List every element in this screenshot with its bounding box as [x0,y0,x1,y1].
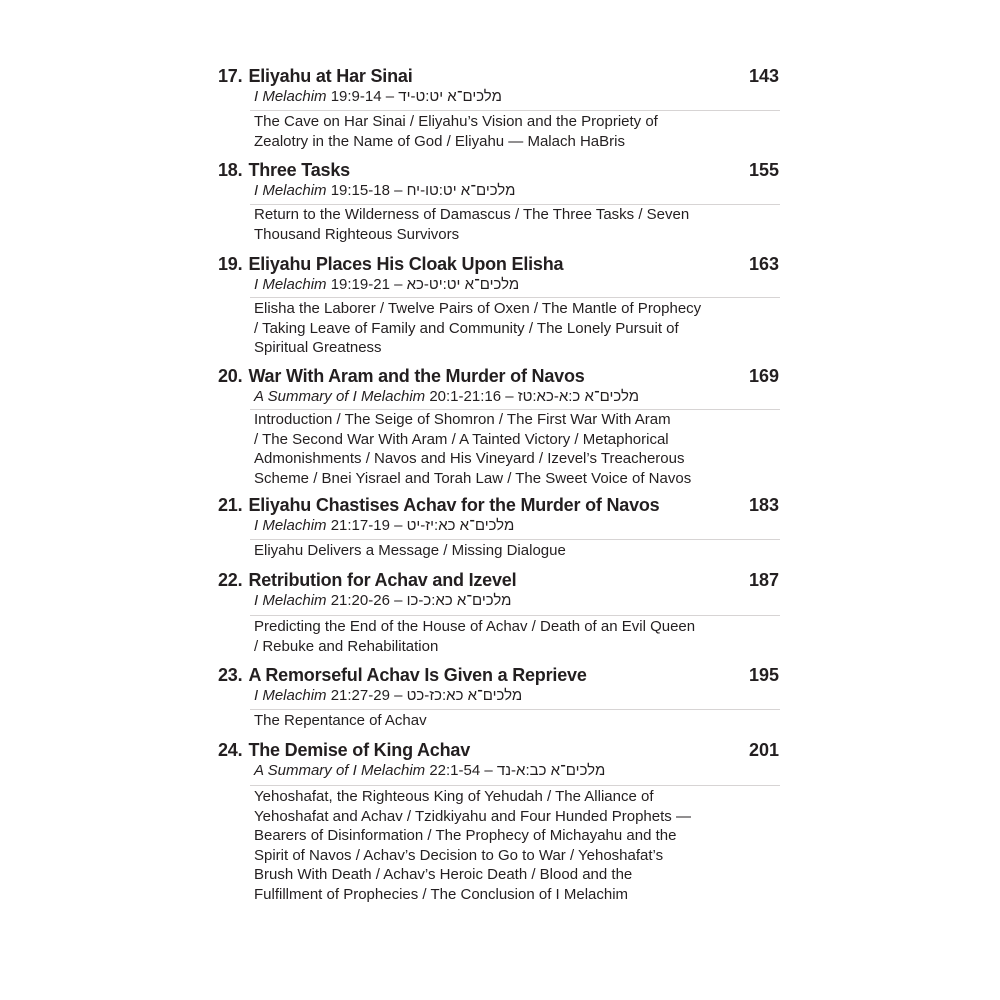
chapter-heading [218,366,585,387]
divider [250,785,780,786]
chapter-title: Eliyahu at Har Sinai [248,66,413,86]
source-ref: 19:9-14 – [330,88,395,105]
source-ref: 21:27-29 – [330,687,403,704]
description-line: Spirit of Navos / Achav’s Decision to Go to War / Yehoshafat’s [254,846,664,864]
source-ref: 20:1-21:16 – [429,388,514,405]
source-hebrew: מלכים־א כב:א-נד [496,762,606,779]
chapter-page-number: 143 [748,66,779,86]
source-hebrew: מלכים־א כא:כ-כו [406,592,512,609]
source-ref: 19:19-21 – [330,276,403,293]
divider [250,615,780,616]
chapter-source [254,687,522,704]
chapter-page-number: 163 [748,254,779,274]
source-book: I Melachim [254,592,327,609]
chapter-page-number: 155 [748,160,779,180]
chapter-heading [218,254,563,275]
chapter-page-number: 169 [748,366,779,386]
source-ref: 21:20-26 – [330,592,403,609]
description-line: Brush With Death / Achav’s Heroic Death / Blood and the [254,866,633,883]
source-ref: 21:17-19 – [330,517,403,534]
chapter-page-number: 201 [748,740,779,760]
description-line: Thousand Righteous Survivors [254,225,460,243]
chapter-heading [218,66,413,87]
description-line: Yehoshafat, the Righteous King of Yehudah / The Alliance of [254,788,654,805]
source-hebrew: מלכים־א יט:טו-יח [406,182,516,199]
description-line: The Cave on Har Sinai / Eliyahu’s Vision and the Propriety of [254,113,658,130]
chapter-heading [218,570,516,591]
chapter-page-number: 183 [748,495,779,515]
chapter-number: 18. [218,160,243,180]
chapter-source [254,517,514,534]
source-book: I Melachim [254,517,327,534]
chapter-heading [218,160,350,181]
source-book: A Summary of I Melachim [254,762,426,779]
chapter-description [254,112,754,151]
chapter-title: A Remorseful Achav Is Given a Reprieve [248,665,587,685]
chapter-description [254,205,754,244]
divider [250,539,780,540]
chapter-source [254,182,515,199]
chapter-number: 22. [218,570,243,590]
description-line: Fulfillment of Prophecies / The Conclusion of I Melachim [254,885,629,903]
description-line: Yehoshafat and Achav / Tzidkiyahu and Four Hunded Prophets — [254,807,691,825]
chapter-source [254,276,519,293]
description-line: Eliyahu Delivers a Message / Missing Dialogue [254,542,566,559]
description-line: Introduction / The Seige of Shomron / The First War With Aram [254,411,671,428]
chapter-description [254,787,754,904]
chapter-number: 20. [218,366,243,386]
chapter-title: Retribution for Achav and Izevel [248,570,517,590]
chapter-number: 17. [218,66,243,86]
source-ref: 19:15-18 – [330,182,403,199]
chapter-number: 19. [218,254,243,274]
chapter-page-number: 195 [748,665,779,685]
source-book: A Summary of I Melachim [254,388,426,405]
description-line: / Rebuke and Rehabilitation [254,637,439,655]
description-line: Bearers of Disinformation / The Prophecy of Michayahu and the [254,827,677,844]
source-ref: 22:1-54 – [429,762,493,779]
chapter-page-number: 187 [748,570,779,590]
description-line: / The Second War With Aram / A Tainted Victory / Metaphorical [254,430,669,448]
description-line: Admonishments / Navos and His Vineyard / Izevel’s Treacherous [254,450,685,467]
chapter-source [254,388,639,405]
chapter-description [254,617,754,656]
description-line: The Repentance of Achav [254,712,427,729]
source-book: I Melachim [254,88,327,105]
chapter-source [254,592,512,609]
description-line: Predicting the End of the House of Achav / Death of an Evil Queen [254,618,696,635]
description-line: Return to the Wilderness of Damascus / The Three Tasks / Seven [254,206,690,223]
chapter-number: 23. [218,665,243,685]
description-line: Spiritual Greatness [254,339,382,356]
chapter-description [254,410,754,488]
source-book: I Melachim [254,687,327,704]
chapter-title: Three Tasks [248,160,350,180]
source-hebrew: מלכים־א כא:כז-כט [406,687,523,704]
chapter-source [254,762,605,779]
description-line: Zealotry in the Name of God / Eliyahu — Malach HaBris [254,132,625,150]
chapter-source [254,88,502,105]
chapter-heading [218,495,659,516]
chapter-title: War With Aram and the Murder of Navos [248,366,585,386]
chapter-title: Eliyahu Chastises Achav for the Murder of Navos [248,495,660,515]
divider [250,709,780,710]
source-book: I Melachim [254,276,327,293]
description-line: Scheme / Bnei Yisrael and Torah Law / The Sweet Voice of Navos [254,469,692,487]
divider [250,110,780,111]
chapter-number: 21. [218,495,243,515]
chapter-title: The Demise of King Achav [248,740,471,760]
source-hebrew: מלכים־א כא:יז-יט [406,517,515,534]
source-hebrew: מלכים־א יט:יט-כא [406,276,520,293]
chapter-description [254,541,754,561]
chapter-description [254,711,754,731]
chapter-heading [218,740,470,761]
source-hebrew: מלכים־א כ:א-כא:טז [517,388,640,405]
chapter-title: Eliyahu Places His Cloak Upon Elisha [248,254,564,274]
description-line: Elisha the Laborer / Twelve Pairs of Oxen / The Mantle of Prophecy [254,300,702,317]
source-hebrew: מלכים־א יט:ט-יד [398,88,502,105]
chapter-number: 24. [218,740,243,760]
chapter-heading [218,665,587,686]
divider [250,297,780,298]
description-line: / Taking Leave of Family and Community / The Lonely Pursuit of [254,319,679,337]
chapter-description [254,299,754,358]
source-book: I Melachim [254,182,327,199]
